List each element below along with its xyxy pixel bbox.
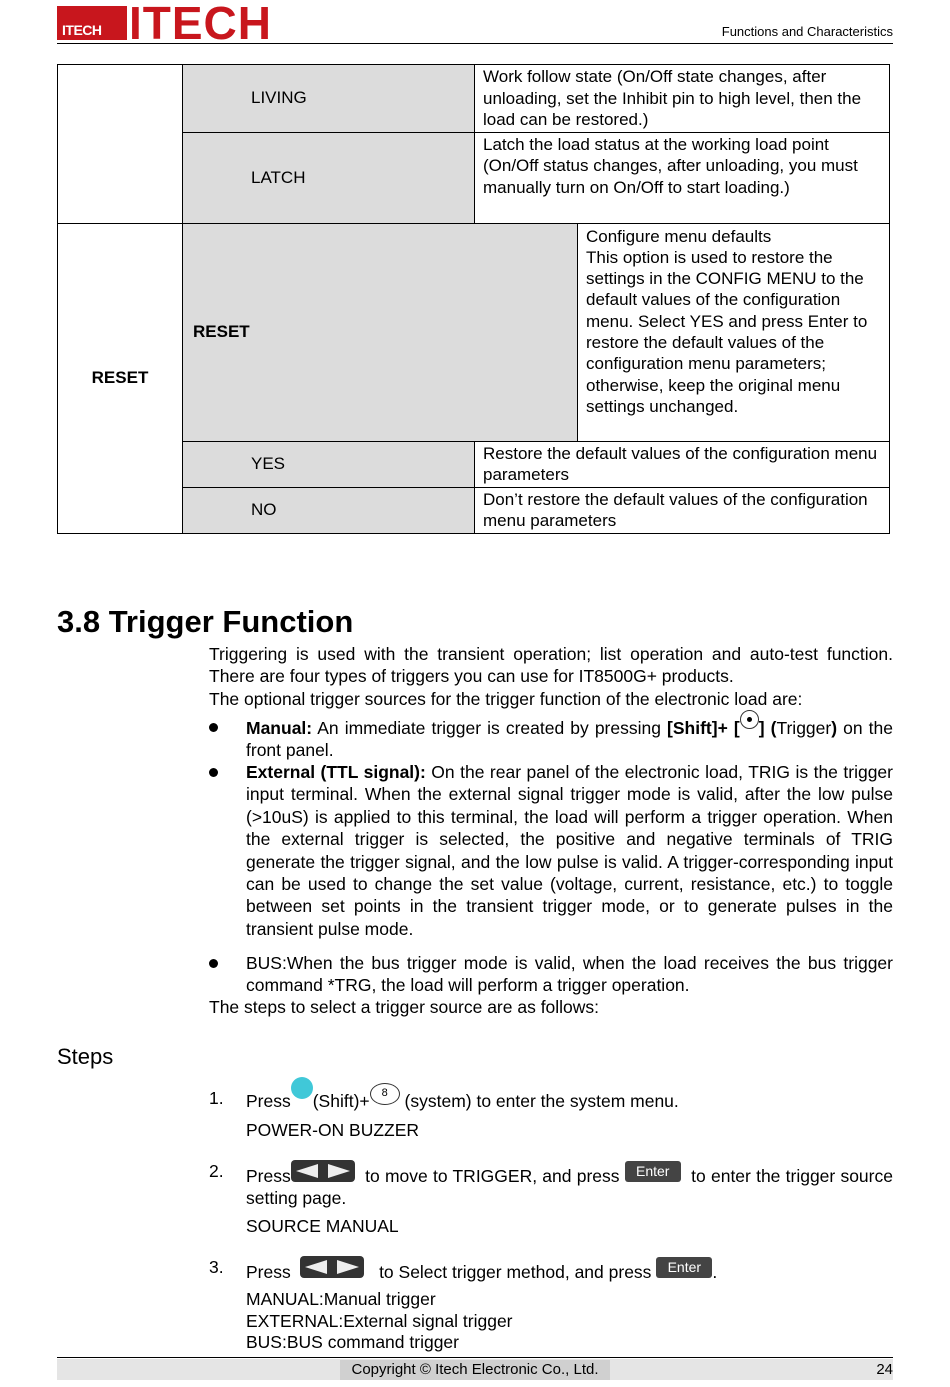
table-cell-empty	[58, 65, 183, 224]
key-bracket: ] (	[758, 718, 777, 738]
option-external: EXTERNAL:External signal trigger	[246, 1310, 513, 1331]
table-row-no	[58, 487, 890, 533]
shift-label: (Shift)+	[312, 1091, 370, 1111]
option-desc-living: Work follow state (On/Off state changes, after unloading, set the Inhibit pin to high level, then the load can be restored.)	[475, 65, 890, 133]
trigger-options	[246, 1289, 513, 1354]
section-intro-2: The optional trigger sources for the trigger function of the electronic load are:	[209, 689, 803, 709]
enter-key-icon: Enter	[625, 1161, 681, 1182]
arrow-keys-icon	[291, 1160, 355, 1182]
right-arrow-icon	[328, 1164, 350, 1178]
option-manual: MANUAL:Manual trigger	[246, 1289, 436, 1309]
bullet-text: BUS:When the bus trigger mode is valid, when the load receives the bus trigger command *TRG, the load will perform a trigger operation.	[246, 953, 893, 996]
bullet-text	[246, 716, 893, 762]
step-number: 3.	[209, 1257, 224, 1277]
bullet-dot	[209, 723, 218, 732]
config-table	[57, 64, 890, 534]
step-rest: (system) to enter the system menu.	[404, 1091, 679, 1111]
bullet-text	[246, 761, 893, 940]
footer-divider	[57, 1357, 893, 1358]
step-3	[209, 1256, 893, 1280]
menu-group-reset: RESET	[58, 223, 183, 533]
step-press: Press	[246, 1091, 291, 1111]
bullet-body-end: on the front panel.	[246, 718, 893, 761]
left-arrow-icon	[296, 1164, 318, 1178]
option-bus: BUS:BUS command trigger	[246, 1332, 459, 1352]
bullet-dot	[209, 768, 218, 777]
logo-badge-text: ITECH	[62, 22, 102, 38]
option-desc-latch: Latch the load status at the working load point (On/Off status changes, after unloading, you must manually turn on On/Off to start loading.)	[475, 132, 890, 223]
option-label-no: NO	[183, 487, 475, 533]
logo-badge	[57, 6, 127, 40]
step-2	[209, 1160, 893, 1209]
steps-heading: Steps	[57, 1044, 114, 1069]
arrow-keys-icon	[300, 1256, 364, 1278]
menu-item-reset: RESET	[183, 223, 578, 441]
option-desc-no: Don’t restore the default values of the configuration menu parameters	[475, 487, 890, 533]
step-mid: to move to TRIGGER, and press	[365, 1166, 620, 1186]
display-text: POWER-ON BUZZER	[246, 1120, 420, 1140]
header-divider	[57, 43, 893, 44]
bullet-manual	[209, 716, 893, 762]
right-arrow-icon	[337, 1260, 359, 1274]
enter-key-icon: Enter	[656, 1257, 712, 1278]
key-paren: )	[831, 718, 838, 738]
itech-logo	[57, 0, 294, 49]
page-number: 24	[876, 1361, 893, 1378]
table-row-reset	[58, 223, 890, 441]
reset-description	[578, 223, 890, 441]
reset-desc-title: Configure menu defaults	[586, 226, 772, 246]
copyright: Copyright © Itech Electronic Co., Ltd.	[340, 1360, 610, 1380]
option-label-latch: LATCH	[183, 132, 475, 223]
bullet-dot	[209, 959, 218, 968]
option-label-yes: YES	[183, 441, 475, 487]
step-text	[246, 1256, 893, 1283]
section-heading: 3.8 Trigger Function	[57, 604, 354, 639]
key-shift-label: [Shift]+ [	[667, 718, 740, 738]
trigger-word: Trigger	[776, 718, 832, 738]
step-1	[209, 1087, 893, 1111]
step-rest: .	[712, 1262, 718, 1282]
bullet-external	[209, 761, 893, 941]
table-row-yes	[58, 441, 890, 487]
bullet-body: On the rear panel of the electronic load, TRIG is the trigger input terminal. When the external signal trigger mode is valid, after the low pulse (>10uS) is applied to this terminal, the load will perform a trigger operation. When the external trigger is selected, the positive and negative terminals of TRIG generate the trigger signal, and the low pulse is valid. A trigger-corresponding input can be used to change the set value (voltage, current, resistance, etc.) to toggle between set points in the transient trigger mode, or to generate pulses in the transient pulse mode.	[246, 762, 893, 939]
bullet-bus	[209, 952, 893, 998]
steps-intro: The steps to select a trigger source are as follows:	[209, 997, 600, 1017]
step-number: 2.	[209, 1161, 224, 1181]
logo-wordmark: ITECH	[129, 0, 272, 49]
table-row-latch	[58, 132, 890, 223]
shift-key-icon	[291, 1077, 313, 1099]
section-intro: Triggering is used with the transient operation; list operation and auto-test function. There are four types of triggers you can use for IT8500G+ products.	[209, 644, 893, 687]
left-arrow-icon	[305, 1260, 327, 1274]
system-key-icon: 8	[370, 1083, 400, 1105]
step-press: Press	[246, 1166, 291, 1186]
step-mid: to Select trigger method, and press	[379, 1262, 652, 1282]
step-rest: to enter the trigger source setting page.	[246, 1166, 893, 1209]
trigger-key-icon	[740, 710, 759, 729]
step-press: Press	[246, 1262, 291, 1282]
table-row-living	[58, 65, 890, 133]
bullet-term: Manual:	[246, 718, 313, 738]
option-desc-yes: Restore the default values of the configuration menu parameters	[475, 441, 890, 487]
option-label-living: LIVING	[183, 65, 475, 133]
display-text: SOURCE MANUAL	[246, 1216, 399, 1236]
bullet-term: External (TTL signal):	[246, 762, 426, 782]
reset-desc-text: This option is used to restore the settings in the CONFIG MENU to the default values of the configuration menu. Select YES and press Enter to restore the default values of the configuration menu parameters; otherwise, keep the original menu settings unchanged.	[586, 247, 868, 416]
step-text	[246, 1087, 893, 1113]
header-section-title: Functions and Characteristics	[721, 24, 893, 39]
bullet-body: An immediate trigger is created by pressing	[312, 718, 668, 738]
step-number: 1.	[209, 1088, 224, 1108]
step-text	[246, 1160, 893, 1210]
